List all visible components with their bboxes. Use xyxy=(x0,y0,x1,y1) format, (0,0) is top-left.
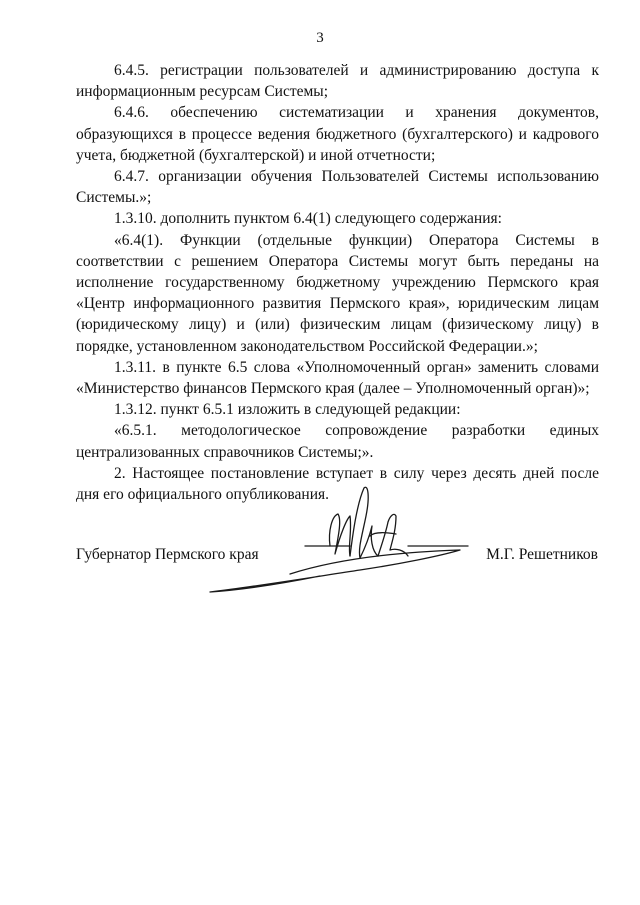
document-body xyxy=(76,60,599,505)
paragraph-1-3-10: 1.3.10. дополнить пунктом 6.4(1) следующего содержания: xyxy=(114,210,502,228)
signatory-name: М.Г. Решетников xyxy=(486,546,598,563)
paragraph-6-4-7: 6.4.7. организации обучения Пользователей Системы использованию Системы.»; xyxy=(76,168,599,207)
paragraph-1-3-12: 1.3.12. пункт 6.5.1 изложить в следующей редакции: xyxy=(114,401,461,419)
paragraph-1-3-11: 1.3.11. в пункте 6.5 слова «Уполномоченный орган» заменить словами «Министерство финансов Пермского края (далее – Уполномоченный орган)»; xyxy=(76,358,599,398)
paragraph-6-4-1: «6.4(1). Функции (отдельные функции) Оператора Системы в соответствии с решением Оператора Системы могут быть переданы на исполнение государственному бюджетному учреждению Пермского края «Центр информационного развития Пермского края», юридическим лицам (юридическому лицу) и (или) физическим лицам (физическому лицу) в порядке, установленном законодательством Российской Федерации.»; xyxy=(76,231,599,355)
page-number: 3 xyxy=(316,30,324,46)
paragraph-6-4-5: 6.4.5. регистрации пользователей и администрированию доступа к информационным ресурсам Системы; xyxy=(76,62,599,101)
paragraph-6-5-1: «6.5.1. методологическое сопровождение разработки единых централизованных справочников Системы;». xyxy=(76,422,599,461)
paragraph-6-4-6: 6.4.6. обеспечению систематизации и хранения документов, образующихся в процессе ведения бюджетного (бухгалтерского) и кадрового учета, бюджетной (бухгалтерской) и иной отчетности; xyxy=(76,104,599,164)
signature-block xyxy=(0,476,640,606)
paragraph-effective-date: 2. Настоящее постановление вступает в силу через десять дней после дня его официального опубликования. xyxy=(76,464,599,504)
signatory-position: Губернатор Пермского края xyxy=(76,546,259,563)
handwritten-signature xyxy=(200,476,490,606)
